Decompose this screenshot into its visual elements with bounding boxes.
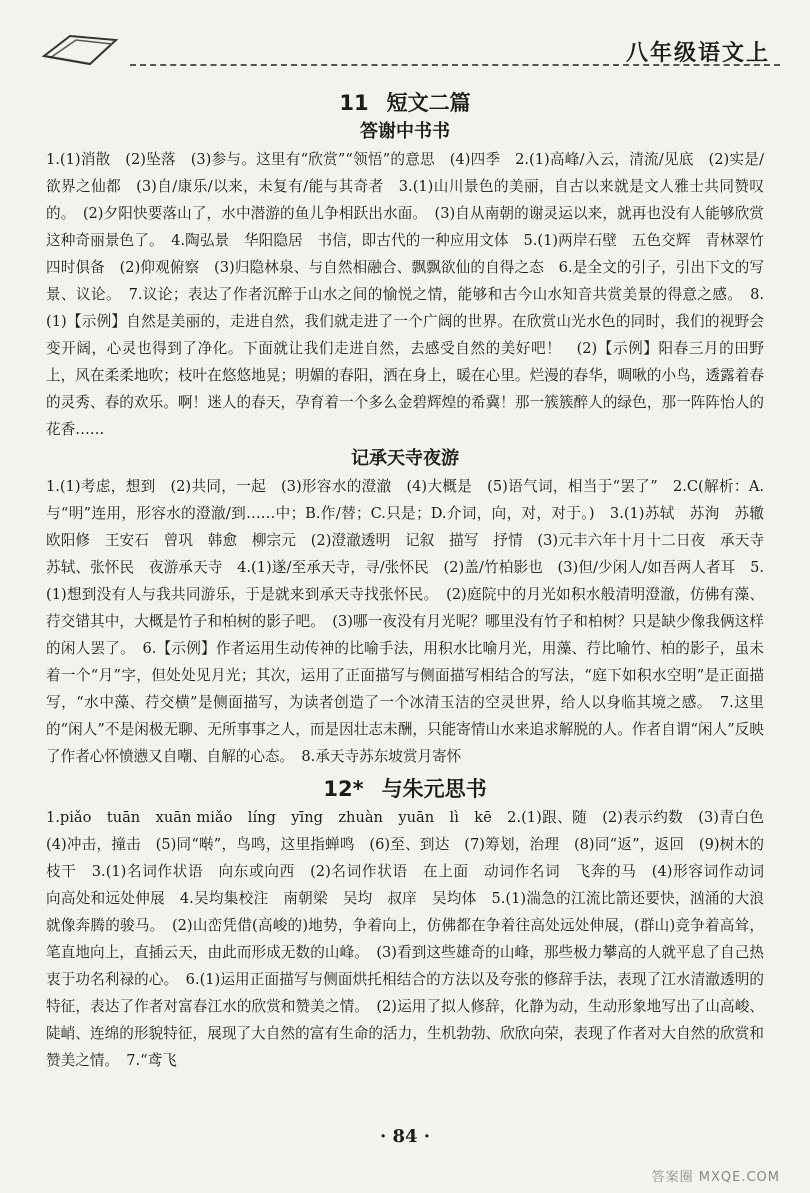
subsection-title-dazhongshushu: 答谢中书书 — [360, 121, 450, 142]
book-logo-icon — [40, 30, 120, 70]
subsection-title-chengtiansi: 记承天寺夜游 — [351, 448, 459, 469]
answer-paragraph-dazhongshushu: 1.(1)消散 (2)坠落 (3)参与。这里有“欣赏”“领悟”的意思 (4)四季 2.(1)高峰/入云，清流/见底 (2)实是/欲界之仙都 (3)自/康乐/以来，未复有/能与其奇者 3.(1)山川景色的美丽，自古以来就是文人雅士共同赞叹的。 (2)夕阳快要落山了，水中潜游的鱼儿争相跃出水面。 (3)自从南朝的谢灵运以来，就再也没有人能够欣赏这种奇丽景色了。 4.陶弘景 华阳隐居 书信，即古代的一种应用文体 5.(1)两岸石壁 五色交辉 青林翠竹 四时俱备 (2)仰观俯察 (3)归隐林泉、与自然相融合、飘飘欲仙的自得之态 6.是全文的引子，引出下文的写景、议论。 7.议论；表达了作者沉醉于山水之间的愉悦之情，能够和古今山水知音共赏美景的得意之感。 8.(1)【示例】自然是美丽的，走进自然，我们就走进了一个广阔的世界。在欣赏山光水色的同时，我们的视野会变开阔，心灵也得到了净化。下面就让我们走进自然，去感受自然的美好吧！ (2)【示例】阳春三月的田野上，风在柔柔地吹；枝叶在悠悠地晃；明媚的春阳，洒在身上，暖在心里。烂漫的春华，啁啾的小鸟，透露着春的灵秀、春的欢乐。啊！迷人的春天，孕育着一个多么金碧辉煌的希冀！那一簇簇醉人的绿色，那一阵阵怡人的花香…… — [46, 151, 779, 438]
answer-paragraph-chengtiansi: 1.(1)考虑，想到 (2)共同，一起 (3)形容水的澄澈 (4)大概是 (5)语气词，相当于“罢了” 2.C(解析：A.与“明”连用，形容水的澄澈/到……中；B.作/替；C.只是；D.介词，向，对，对于。) 3.(1)苏轼 苏洵 苏辙 欧阳修 王安石 曾巩 韩愈 柳宗元 (2)澄澈透明 记叙 描写 抒情 (3)元丰六年十月十二日夜 承天寺 苏轼、张怀民 夜游承天寺 4.(1)遂/至承天寺，寻/张怀民 (2)盖/竹柏影也 (3)但/少闲人/如吾两人者耳 5.(1)想到没有人与我共同游乐，于是就来到承天寺找张怀民。 (2)庭院中的月光如积水般清明澄澈，仿佛有藻、荇交错其中，大概是竹子和柏树的影子吧。 (3)哪一夜没有月光呢？哪里没有竹子和柏树？只是缺少像我俩这样的闲人罢了。 6.【示例】作者运用生动传神的比喻手法，用积水比喻月光，用藻、荇比喻竹、柏的影子，虽未着一个“月”字，但处处见月光；其次，运用了正面描写与侧面描写相结合的写法，“庭下如积水空明”是正面描写，“水中藻、荇交横”是侧面描写，为读者创造了一个冰清玉洁的空灵世界，给人以身临其境之感。 7.这里的“闲人”不是闲极无聊、无所事事之人，而是因壮志未酬，只能寄情山水来追求解脱的人。作者自谓“闲人”反映了作者心怀愤懑又自嘲、自解的心态。 8.承天寺苏东坡赏月寄怀 — [46, 478, 779, 765]
section-12-number: 12* — [323, 777, 364, 801]
answer-paragraph-zhuyuansi: 1.piǎo tuān xuān miǎo líng yīng zhuàn yuān lì kē 2.(1)跟、随 (2)表示约数 (3)青白色 (4)冲击，撞击 (5)同“啭”，鸟鸣，这里指蝉鸣 (6)至、到达 (7)筹划，治理 (8)同“返”，返回 (9)树木的枝干 3.(1)名词作状语 向东或向西 (2)名词作状语 在上面 动词作名词 飞奔的马 (4)形容词作动词 向高处和远处伸展 4.吴均集校注 南朝梁 吴均 叔庠 吴均体 5.(1)湍急的江流比箭还要快，汹涌的大浪就像奔腾的骏马。 (2)山峦凭借(高峻的)地势，争着向上，仿佛都在争着往高处远处伸展，(群山)竞争着高耸，笔直地向上，直插云天，由此而形成无数的山峰。 (3)看到这些雄奇的山峰，那些极力攀高的人就平息了自己热衷于功名利禄的心。 6.(1)运用正面描写与侧面烘托相结合的方法以及夸张的修辞手法，表现了江水清澈透明的特征，表达了作者对富春江水的欣赏和赞美之情。 (2)运用了拟人修辞，化静为动，生动形象地写出了山高峻、陡峭、连绵的形貌特征，展现了大自然的富有生命的活力，生机勃勃、欣欣向荣，表现了作者对大自然的欣赏和赞美之情。 7.“鸢飞 — [46, 809, 779, 1069]
page-number: · 84 · — [379, 1126, 431, 1147]
section-11-number: 11 — [339, 91, 369, 115]
section-12-title — [46, 774, 764, 804]
header-title: 八年级语文上 — [625, 41, 770, 66]
section-11-title — [46, 88, 764, 118]
section-12-heading: 与朱元思书 — [381, 777, 487, 801]
section-11-heading: 短文二篇 — [386, 91, 471, 115]
answer-content — [46, 88, 779, 1076]
watermark: 答案圈 MXQE.COM — [651, 1170, 780, 1185]
page-header — [30, 20, 780, 78]
